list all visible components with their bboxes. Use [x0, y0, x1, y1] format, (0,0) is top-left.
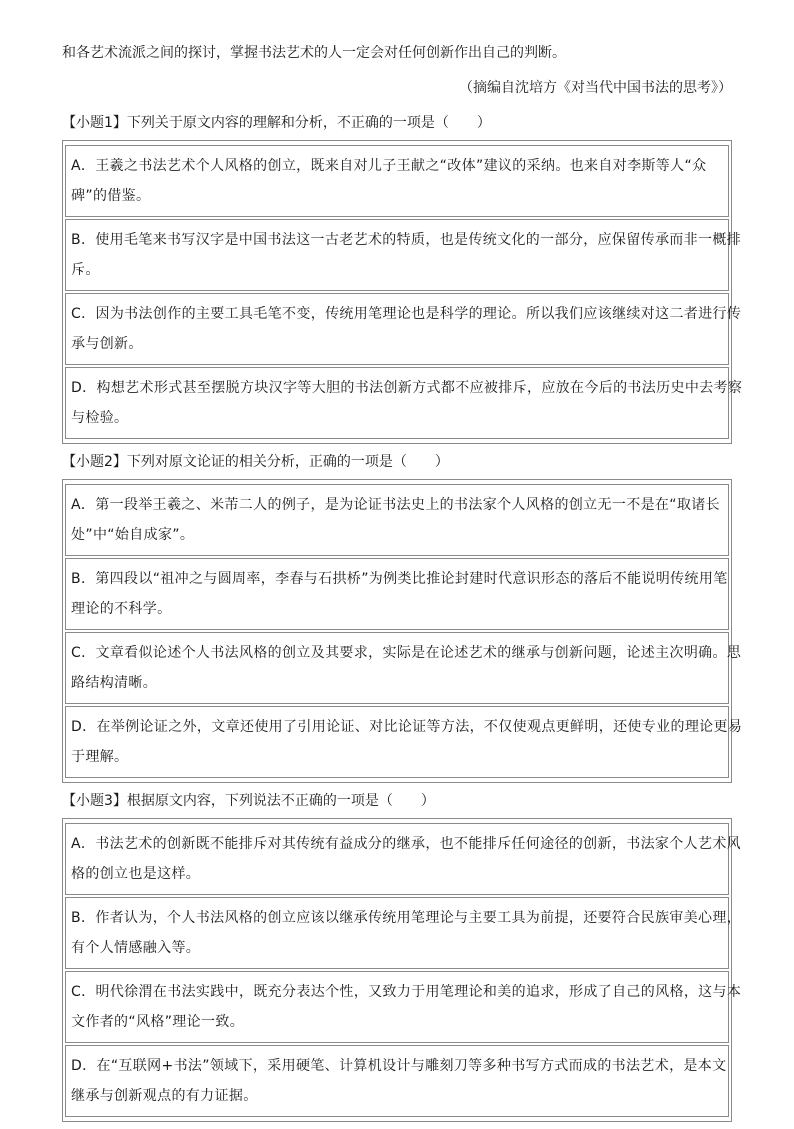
option-text: C．明代徐渭在书法实践中，既充分表达个性，又致力于用笔理论和美的追求，形成了自己的风格，这与本	[71, 984, 742, 1000]
option-1b[interactable]	[65, 219, 742, 291]
option-2a[interactable]	[65, 484, 729, 556]
option-1d[interactable]	[65, 367, 743, 439]
option-text: B．第四段以“祖冲之与圆周率，李春与石拱桥”为例类比推论封建时代意识形态的落后不能说明传统用笔	[71, 571, 728, 587]
question-1-stem: 【小题1】下列关于原文内容的理解和分析，不正确的一项是（ ）	[62, 115, 491, 131]
option-text: 碑”的借鉴。	[71, 188, 151, 204]
option-text: 文作者的“风格”理论一致。	[71, 1014, 245, 1030]
option-text: 斥。	[71, 262, 100, 278]
option-2d[interactable]	[65, 706, 743, 778]
option-1c[interactable]	[65, 293, 742, 365]
option-text: 继承与创新观点的有力证据。	[71, 1088, 258, 1104]
option-text: C．文章看似论述个人书法风格的创立及其要求，实际是在论述艺术的继承与创新问题，论述主次明确。思	[71, 645, 742, 661]
option-text: A．王羲之书法艺术个人风格的创立，既来自对儿子王献之“改体”建议的采纳。也来自对李斯等人“众	[71, 158, 707, 174]
option-1a[interactable]	[65, 145, 729, 217]
question-3-stem: 【小题3】根据原文内容，下列说法不正确的一项是（ ）	[62, 793, 435, 809]
option-text: D．在举例论证之外，文章还使用了引用论证、对比论证等方法，不仅使观点更鲜明，还使专业的理论更易	[71, 719, 743, 735]
option-text: 理论的不科学。	[71, 601, 172, 617]
option-text: 路结构清晰。	[71, 675, 158, 691]
option-text: C．因为书法创作的主要工具毛笔不变，传统用笔理论也是科学的理论。所以我们应该继续对这二者进行传	[71, 306, 742, 322]
source-citation: （摘编自沈培方《对当代中国书法的思考》）	[459, 80, 732, 96]
option-text: A．书法艺术的创新既不能排斥对其传统有益成分的继承，也不能排斥任何途径的创新，书法家个人艺术风	[71, 836, 742, 852]
option-text: 承与创新。	[71, 336, 143, 352]
option-text: 格的创立也是这样。	[71, 866, 201, 882]
option-2c[interactable]	[65, 632, 742, 704]
question-1-options	[62, 140, 743, 444]
question-2-stem: 【小题2】下列对原文论证的相关分析，正确的一项是（ ）	[62, 454, 449, 470]
question-2-options	[62, 479, 743, 783]
option-3c[interactable]	[65, 971, 742, 1043]
option-text: 于理解。	[71, 749, 129, 765]
option-2b[interactable]	[65, 558, 729, 630]
option-text: A．第一段举王羲之、米芾二人的例子，是为论证书法史上的书法家个人风格的创立无一不是在“取诸长	[71, 497, 720, 513]
option-text: 处”中“始自成家”。	[71, 527, 195, 543]
document-page	[62, 42, 743, 1129]
option-text: B．作者认为，个人书法风格的创立应该以继承传统用笔理论与主要工具为前提，还要符合民族审美心理，	[71, 910, 742, 926]
option-text: B．使用毛笔来书写汉字是中国书法这一古老艺术的特质，也是传统文化的一部分，应保留传承而非一概排	[71, 232, 742, 248]
option-3a[interactable]	[65, 823, 742, 895]
option-text: 有个人情感融入等。	[71, 940, 201, 956]
option-text: D．构想艺术形式甚至摆脱方块汉字等大胆的书法创新方式都不应被排斥，应放在今后的书法历史中去考察	[71, 380, 743, 396]
question-3-options	[62, 818, 742, 1122]
option-text: D．在“互联网+书法”领域下，采用硬笔、计算机设计与雕刻刀等多种书写方式而成的书法艺术，是本文	[71, 1058, 727, 1074]
option-3d[interactable]	[65, 1045, 729, 1117]
intro-text: 和各艺术流派之间的探讨，掌握书法艺术的人一定会对任何创新作出自己的判断。	[62, 45, 566, 61]
option-text: 与检验。	[71, 410, 129, 426]
option-3b[interactable]	[65, 897, 742, 969]
